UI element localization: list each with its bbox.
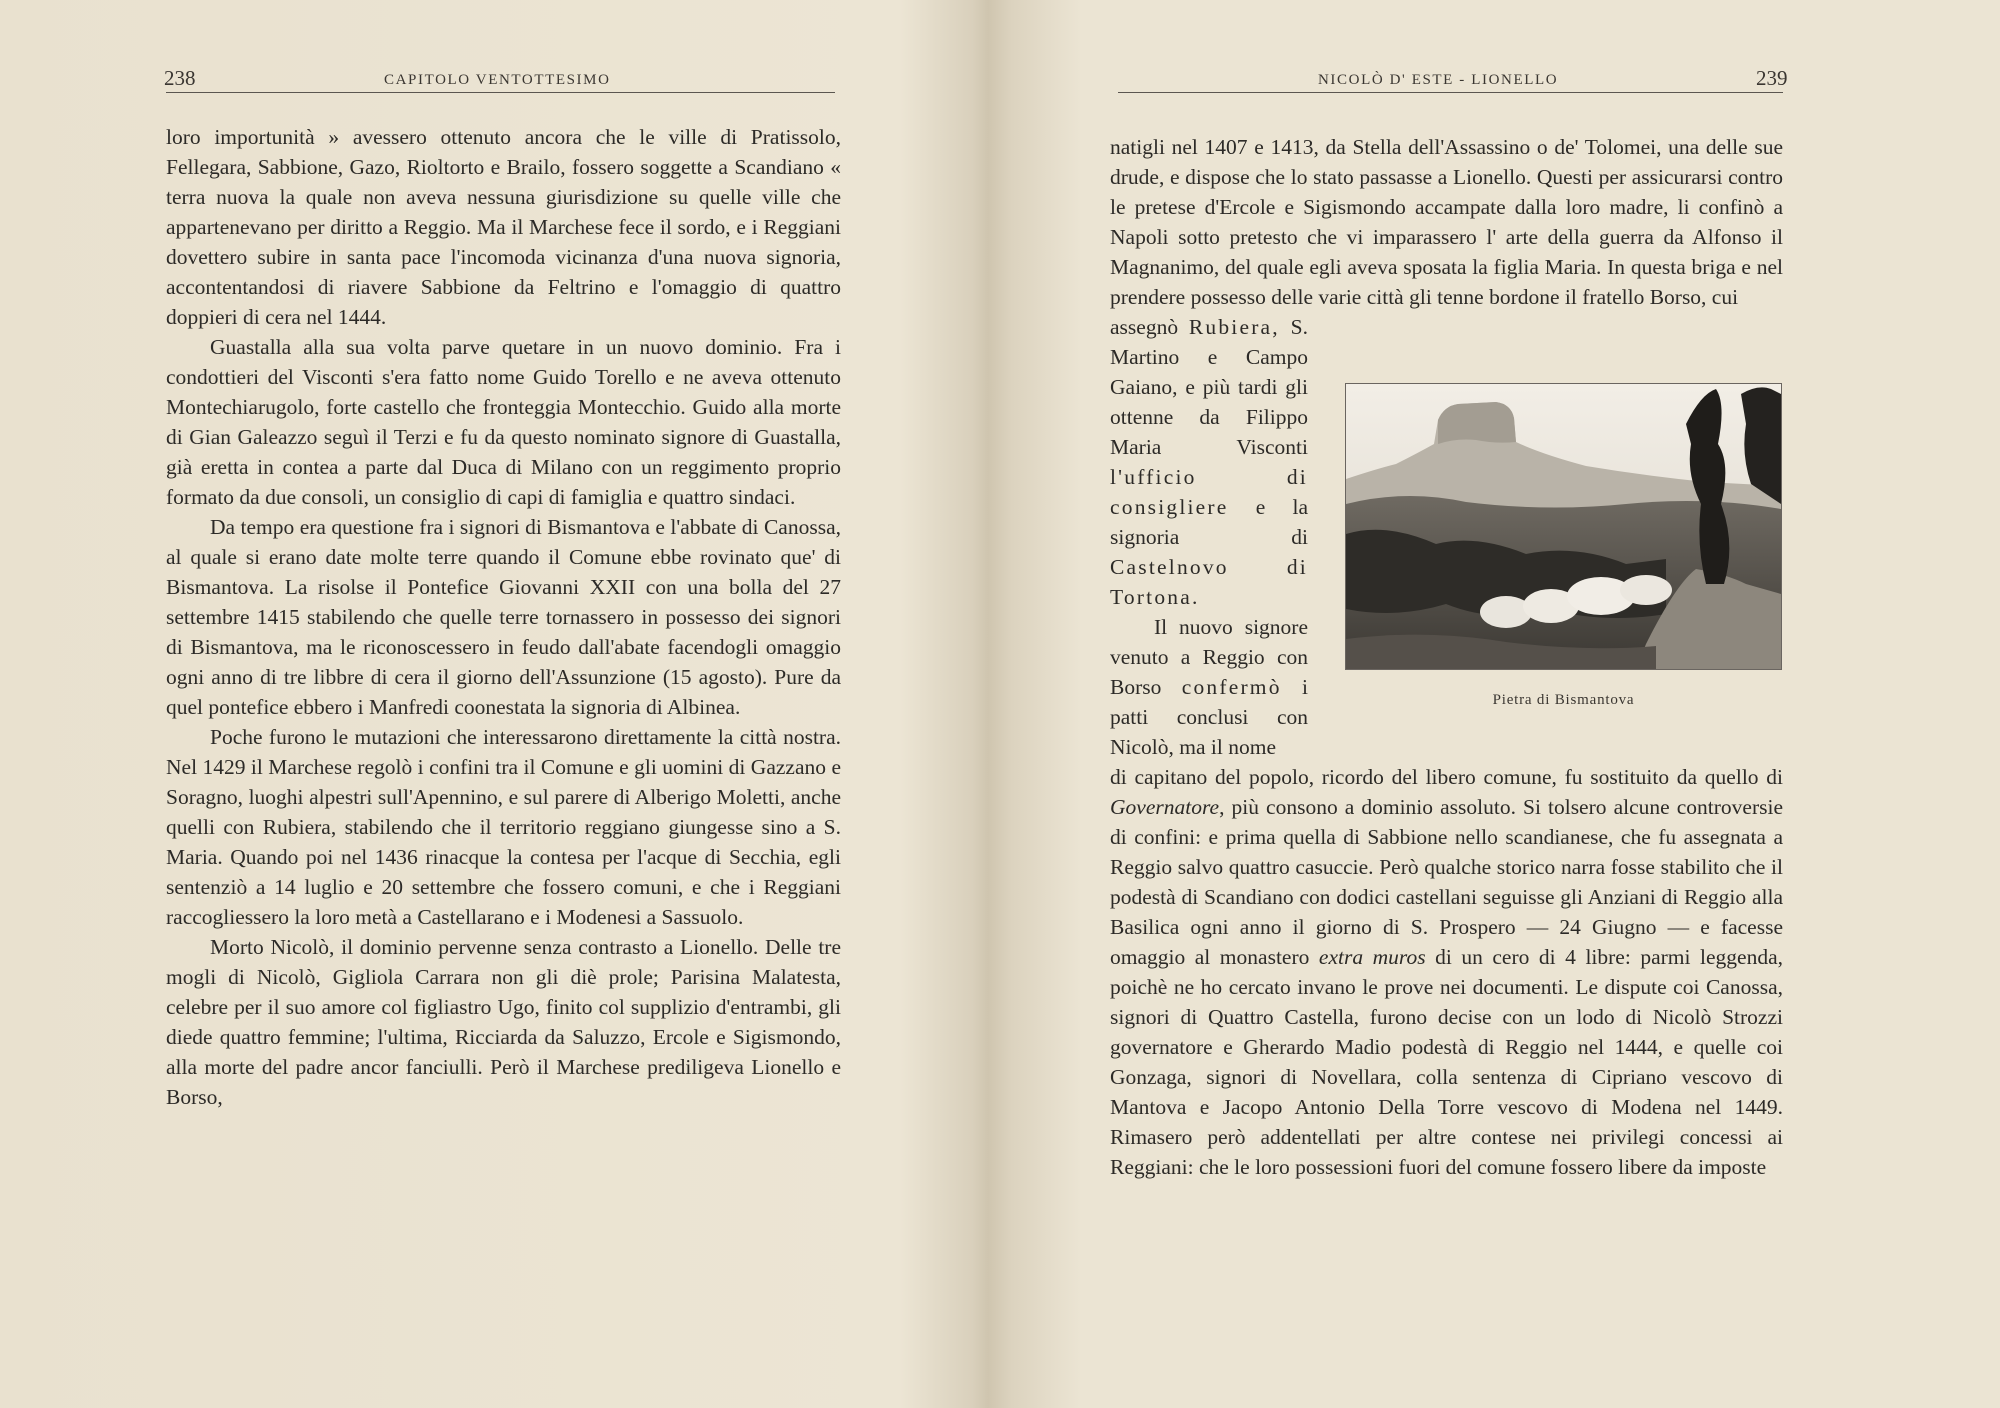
paragraph: Morto Nicolò, il dominio pervenne senza contrasto a Lionello. Delle tre mogli di Nicolò, Gigliola Carrara non gli diè prole; Parisina Malatesta, celebre per il suo amore col figliastro Ugo, finito col supplizio d'entrambi, gli diede quattro femmine; l'ultima, Ricciarda da Saluzzo, Ercole e Sigismondo, alla morte del padre ancor fanciulli. Però il Marchese prediligeva Lionello e Borso,: [166, 935, 841, 1109]
text-run: Il nuovo signore venuto a Reggio con Borso: [1110, 615, 1308, 699]
place-name: Castelnovo di Tortona.: [1110, 555, 1308, 609]
paragraph-full: natigli nel 1407 e 1413, da Stella dell'Assassino o de' Tolomei, una delle sue drude, e dispose che lo stato passasse a Lionello. Questi per assicurarsi contro le pretese d'Ercole e Sigismondo accampate dalla loro madre, li confinò a Napoli sotto pretesto che vi imparassero l' arte della guerra da Alfonso il Magnanimo, del quale egli aveva sposata la figlia Maria. In questa briga e nel prendere possesso delle varie città gli tenne bordone il fratello Borso, cui: [1110, 135, 1783, 309]
header-rule-left: [166, 92, 835, 93]
italic-word: Governatore: [1110, 795, 1220, 819]
paragraph: Poche furono le mutazioni che interessarono direttamente la città nostra. Nel 1429 il Marchese regolò i confini tra il Comune e gli uomini di Gazzano e Soragno, luoghi alpestri sull'Apennino, e sul parere di Alberigo Moletti, anche quelli con Rubiera, stabilendo che il territorio reggiano giungesse sino a S. Maria. Quando poi nel 1436 rinacque la contesa per l'acque di Secchia, egli sentenziò a 14 luglio e 20 settembre che fossero comuni, e che i Reggiani raccogliessero la loro metà a Castellarano e i Modenesi a Sassuolo.: [166, 725, 841, 929]
text-run: assegnò: [1110, 315, 1179, 339]
paragraph: loro importunità » avessero ottenuto ancora che le ville di Pratissolo, Fellegara, Sabbione, Gazo, Rioltorto e Brailo, fossero soggette a Scandiano « terra nuova la quale non aveva nessuna giurisdizione su quelle ville che appartenevano per diritto a Reggio. Ma il Marchese fece il sordo, e i Reggiani dovettero subire in santa pace l'incomoda vicinanza d'una nuova signoria, accontentandosi di riavere Sabbione da Feltrino e l'omaggio di quattro doppieri di cera nel 1444.: [166, 125, 841, 329]
right-header: [1000, 66, 2000, 96]
left-body-text: [166, 122, 841, 1112]
paragraph-narrow: [1110, 312, 1308, 612]
paragraph: Guastalla alla sua volta parve quetare in un nuovo dominio. Fra i condottieri del Visconti s'era fatto nome Guido Torello e ne aveva ottenuto Montechiarugolo, forte castello che fronteggia Montecchio. Guido alla morte di Gian Galeazzo seguì il Terzi e fu da questo nominato signore di Guastalla, già eretta in contea a parte dal Duca di Milano con un reggimento proprio formato da due consoli, un consiglio di capi di famiglia e quattro sindaci.: [166, 335, 841, 509]
paragraph: Da tempo era questione fra i signori di Bismantova e l'abbate di Canossa, al quale si erano date molte terre quando il Comune ebbe rovinato que' di Bismantova. La risolse il Pontefice Giovanni XXII con una bolla del 27 settembre 1415 stabilendo che quelle terre tornassero in possesso dei signori di Bismantova, ma le riconoscessero in feudo dall'abate facendogli omaggio ogni anno di tre libbre di cera il giorno dell'Assunzione (15 agosto). Pure da quel pontefice ebbero i Manfredi coonestata la signoria di Albinea.: [166, 515, 841, 719]
text-run: , più consono a dominio assoluto. Si tolsero alcune controversie di confini: e prima quella di Sabbione nello scandianese, che fu assegnata a Reggio salvo quattro casuccie. Però qualche storico narra fosse stabilito che il podestà di Scandiano con dodici castellani seguisse gli Anziani di Reggio alla Basilica ogni anno il giorno di S. Prospero — 24 Giugno — e facesse omaggio al monastero: [1110, 795, 1783, 969]
header-rule-right: [1118, 92, 1783, 93]
running-head-left: CAPITOLO VENTOTTESIMO: [384, 72, 611, 88]
left-page: [0, 0, 985, 1408]
text-run: S. Martino e Campo Gaiano, e più tardi gli ottenne da Filippo Maria Visconti: [1110, 315, 1308, 459]
text-run: di capitano del popolo, ricordo del libero comune, fu sostituito da quello di: [1110, 765, 1783, 789]
figure-caption: Pietra di Bismantova: [1492, 692, 1635, 708]
italic-phrase: extra muros: [1318, 945, 1426, 969]
spaced-word: confermò: [1181, 675, 1282, 699]
figure-pietra-di-bismantova: [1345, 383, 1782, 673]
text-wrap-column: [1110, 312, 1308, 762]
right-page: [1000, 0, 2000, 1408]
landscape-photo: [1345, 383, 1782, 670]
page-number-left: 238: [164, 66, 196, 90]
text-run: i patti conclusi con Nicolò, ma il nome: [1110, 675, 1308, 759]
paragraph-full: [1110, 762, 1783, 1182]
place-name: Rubiera,: [1188, 315, 1280, 339]
text-run: di un cero di 4 libre: parmi leggenda, poichè ne ho cercato invano le prove nei documenti. Le dispute coi Canossa, signori di Quattro Castella, furono decise con un lodo di Nicolò Strozzi governatore e Gherardo Madio podestà di Reggio nel 1444, e quelle coi Gonzaga, signori di Novellara, colla sentenza di Cipriano vescovo di Mantova e Jacopo Antonio Della Torre vescovo di Modena nel 1449. Rimasero però addentellati per altre contese nei privilegi concessi ai Reggiani: che le loro possessioni fuori del comune fossero libere da imposte: [1110, 945, 1783, 1179]
paragraph-narrow: [1110, 612, 1308, 762]
running-head-right: NICOLÒ D' ESTE - LIONELLO: [1318, 72, 1559, 88]
text-run: e la signoria di: [1110, 495, 1308, 549]
spaced-word: l'ufficio di consigliere: [1110, 465, 1308, 519]
page-number-right: 239: [1756, 66, 1788, 90]
left-header: [0, 66, 985, 96]
